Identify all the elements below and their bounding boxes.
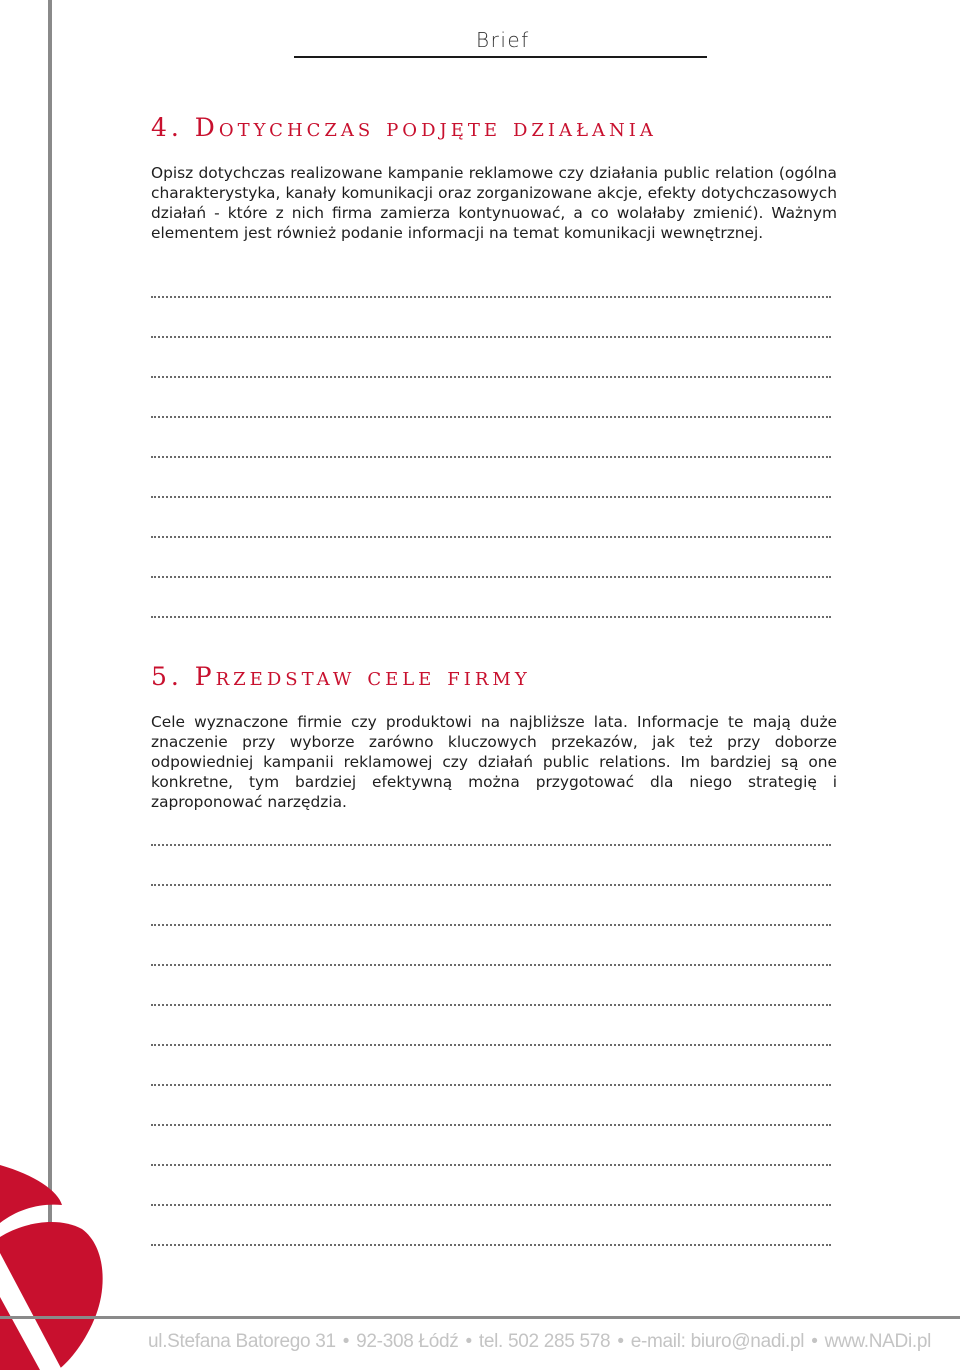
header-title: Brief (476, 28, 530, 52)
header-underline (294, 56, 707, 58)
answer-line[interactable] (151, 456, 831, 458)
answer-line[interactable] (151, 1164, 831, 1166)
left-margin-rule (48, 0, 52, 1316)
footer-website[interactable]: www.NADi.pl (824, 1331, 932, 1352)
footer-postal: 92-308 Łódź (356, 1331, 459, 1352)
answer-line[interactable] (151, 1124, 831, 1126)
footer-bullet: • (342, 1331, 350, 1352)
answer-line[interactable] (151, 1084, 831, 1086)
brand-logo-icon (0, 1165, 110, 1370)
answer-line[interactable] (151, 536, 831, 538)
answer-line[interactable] (151, 296, 831, 298)
answer-line[interactable] (151, 576, 831, 578)
answer-line[interactable] (151, 884, 831, 886)
answer-line[interactable] (151, 1204, 831, 1206)
footer-bullet: • (465, 1331, 472, 1352)
footer-rule (0, 1316, 960, 1319)
answer-line[interactable] (151, 336, 831, 338)
answer-line[interactable] (151, 416, 831, 418)
footer-contact (148, 1331, 931, 1353)
footer-address: ul.Stefana Batorego 31 (148, 1331, 336, 1352)
answer-line[interactable] (151, 924, 831, 926)
answer-line[interactable] (151, 844, 831, 846)
section-5-description: Cele wyznaczone firmie czy produktowi na najbliższe lata. Informacje te mają duże znaczenie przy wyborze zarówno kluczowych przekazów, jak też przy doborze odpowiedniej kampanii reklamowej czy działań public relations. Im bardziej są one konkretne, tym bardziej efektywną można przygotować dla niego strategię i zaproponować narzędzia. (151, 713, 837, 811)
answer-line[interactable] (151, 1044, 831, 1046)
section-4-heading: 4. Dotychczas podjęte działania (151, 113, 657, 142)
answer-line[interactable] (151, 496, 831, 498)
footer-email[interactable]: e-mail: biuro@nadi.pl (630, 1331, 805, 1352)
footer-bullet: • (811, 1331, 818, 1352)
answer-line[interactable] (151, 1004, 831, 1006)
footer-phone: tel. 502 285 578 (478, 1331, 611, 1352)
answer-line[interactable] (151, 1244, 831, 1246)
answer-line[interactable] (151, 616, 831, 618)
section-5-heading: 5. Przedstaw cele firmy (151, 662, 531, 691)
answer-line[interactable] (151, 964, 831, 966)
footer-bullet: • (617, 1331, 624, 1352)
answer-line[interactable] (151, 376, 831, 378)
section-4-description: Opisz dotychczas realizowane kampanie reklamowe czy działania public relation (ogólna charakterystyka, kanały komunikacji oraz zorganizowane akcje, efekty dotychczasowych działań - które z nich firma zamierza kontynuować, a co wolałaby zmienić). Ważnym elementem jest również podanie informacji na temat komunikacji wewnętrznej. (151, 164, 837, 242)
